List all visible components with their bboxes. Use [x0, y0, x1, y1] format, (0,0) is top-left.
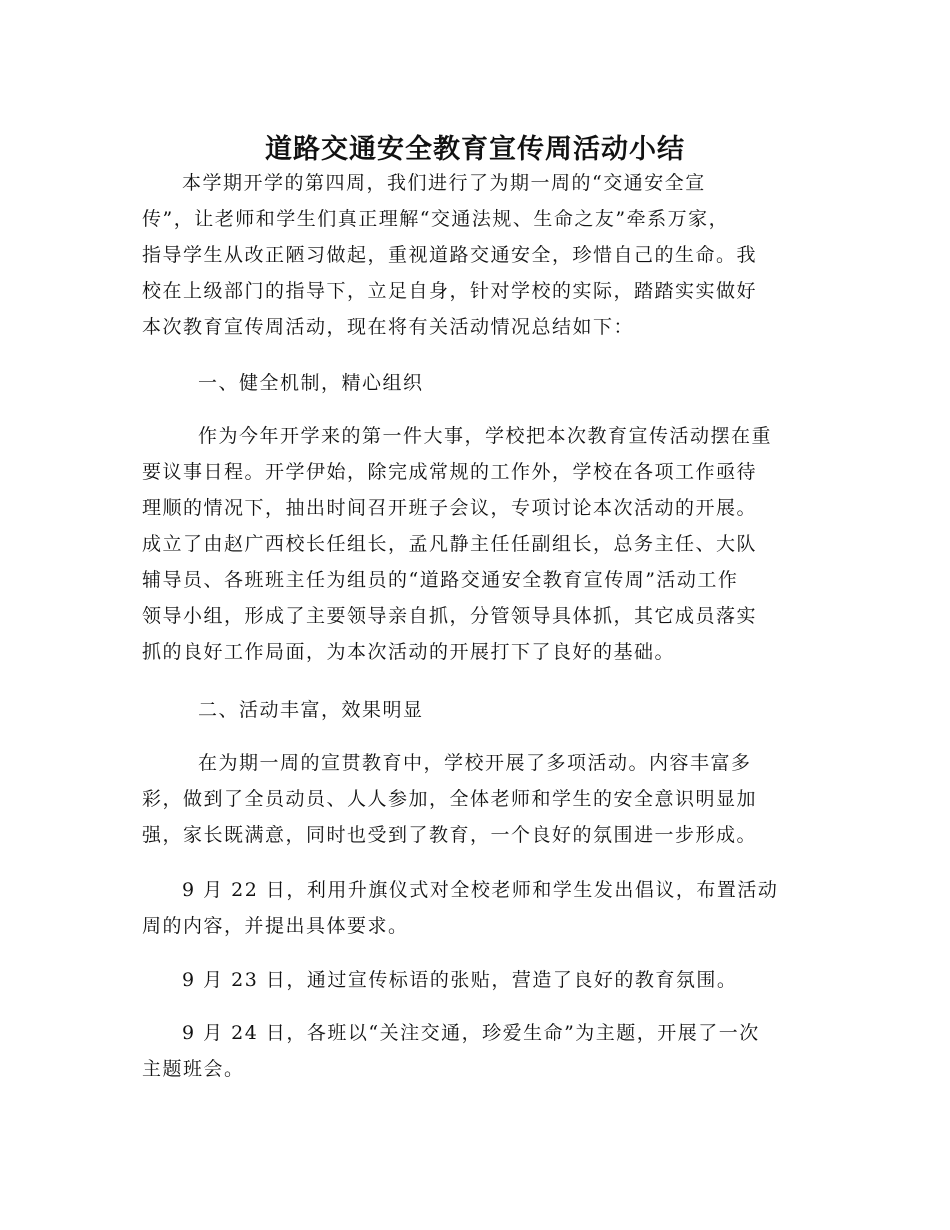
text-line: 本次教育宣传周活动，现在将有关活动情况总结如下： [142, 316, 635, 338]
text-line: 传”，让老师和学生们真正理解“交通法规、生命之友”牵系万家， [142, 208, 730, 230]
text-line: 要议事日程。开学伊始，除完成常规的工作外，学校在各项工作亟待 [142, 461, 758, 483]
text-line: 9 月 23 日，通过宣传标语的张贴，营造了良好的教育氛围。 [182, 969, 738, 991]
section-heading-2 [142, 692, 808, 728]
text-line: 抓的良好工作局面，为本次活动的开展打下了良好的基础。 [142, 641, 676, 663]
text-line: 在为期一周的宣贯教育中，学校开展了多项活动。内容丰富多 [198, 752, 752, 774]
paragraph-section-1 [142, 418, 808, 670]
text-line: 9 月 22 日，利用升旗仪式对全校老师和学生发出倡议，布置活动 [182, 879, 779, 901]
paragraph-sep-24 [142, 1015, 808, 1087]
text-line: 强，家长既满意，同时也受到了教育，一个良好的氛围进一步形成。 [142, 824, 758, 846]
paragraph-sep-23 [142, 962, 808, 998]
text-line: 周的内容，并提出具体要求。 [142, 915, 409, 937]
text-line: 领导小组，形成了主要领导亲自抓，分管领导具体抓，其它成员落实 [142, 605, 758, 627]
text-line: 校在上级部门的指导下，立足自身，针对学校的实际，踏踏实实做好 [142, 280, 758, 302]
text-line: 成立了由赵广西校长任组长，孟凡静主任任副组长，总务主任、大队 [142, 533, 758, 555]
text-line: 辅导员、各班班主任为组员的“道路交通安全教育宣传周”活动工作 [142, 569, 739, 591]
heading-line: 二、活动丰富，效果明显 [198, 699, 424, 721]
text-line: 主题班会。 [142, 1058, 245, 1080]
text-line: 本学期开学的第四周，我们进行了为期一周的“交通安全宣 [182, 172, 706, 194]
text-line: 作为今年开学来的第一件大事，学校把本次教育宣传活动摆在重 [198, 425, 773, 447]
heading-line: 一、健全机制，精心组织 [198, 372, 424, 394]
paragraph-sep-22 [142, 872, 808, 944]
document-title: 道路交通安全教育宣传周活动小结 [265, 134, 685, 166]
text-line: 理顺的情况下，抽出时间召开班子会议，专项讨论本次活动的开展。 [142, 497, 758, 519]
paragraph-section-2 [142, 745, 808, 853]
text-line: 9 月 24 日，各班以“关注交通，珍爱生命”为主题，开展了一次 [182, 1022, 760, 1044]
text-line: 指导学生从改正陋习做起，重视道路交通安全，珍惜自己的生命。我 [142, 244, 758, 266]
section-heading-1 [142, 365, 808, 401]
text-line: 彩，做到了全员动员、人人参加，全体老师和学生的安全意识明显加 [142, 788, 758, 810]
paragraph-intro [142, 165, 808, 345]
